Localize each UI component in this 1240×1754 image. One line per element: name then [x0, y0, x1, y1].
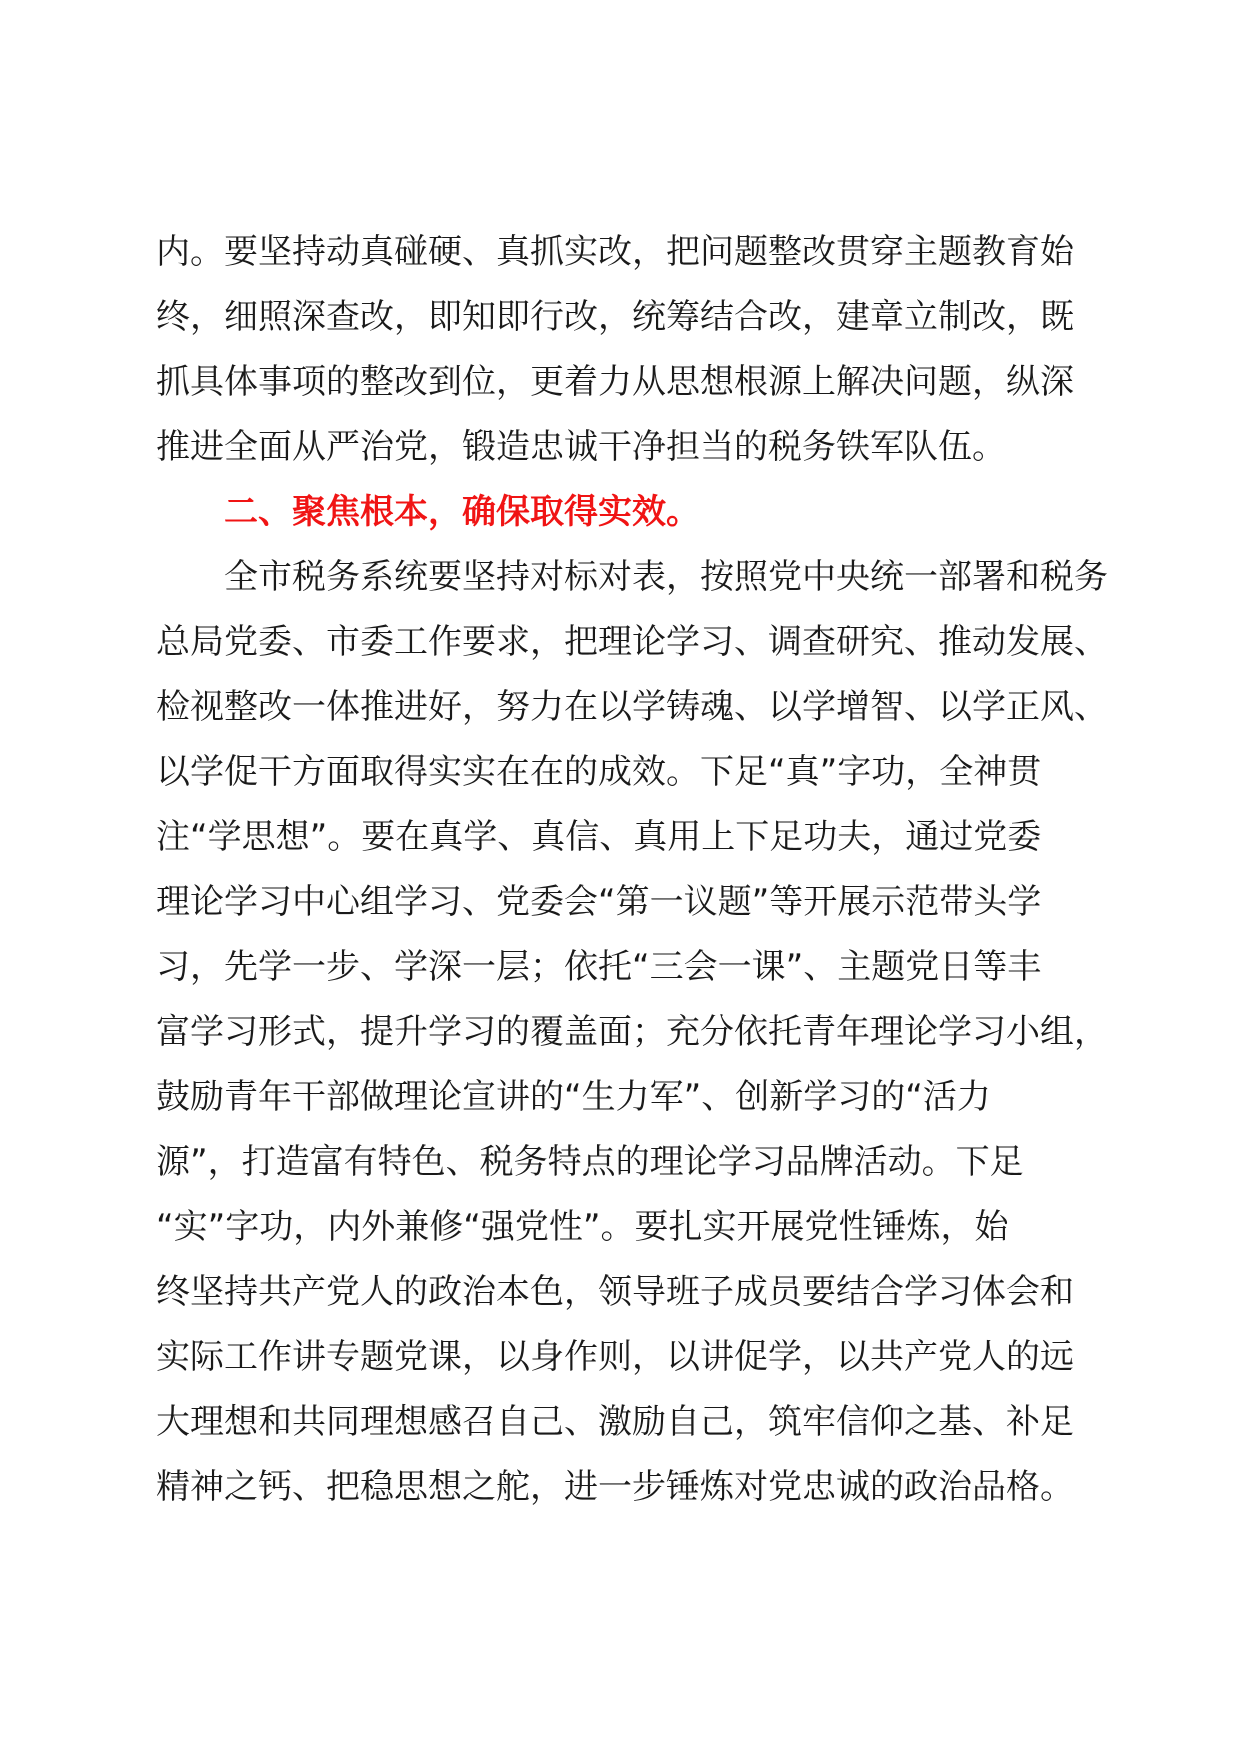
text-line: 大理想和共同理想感召自己、激励自己，筑牢信仰之基、补足	[156, 1402, 1074, 1442]
text-line: 习，先学一步、学深一层；依托“三会一课”、主题党日等丰	[156, 947, 1042, 987]
text-line: 终坚持共产党人的政治本色，领导班子成员要结合学习体会和	[156, 1272, 1074, 1312]
text-line: 检视整改一体推进好，努力在以学铸魂、以学增智、以学正风、	[156, 687, 1108, 727]
text-line: 理论学习中心组学习、党委会“第一议题”等开展示范带头学	[156, 882, 1042, 922]
text-line: 推进全面从严治党，锻造忠诚干净担当的税务铁军队伍。	[156, 427, 1006, 467]
text-line: 精神之钙、把稳思想之舵，进一步锤炼对党忠诚的政治品格。	[156, 1467, 1074, 1507]
text-line: 终，细照深查改，即知即行改，统筹结合改，建章立制改，既	[156, 297, 1074, 337]
text-line: 注“学思想”。要在真学、真信、真用上下足功夫，通过党委	[156, 817, 1042, 857]
text-line: 以学促干方面取得实实在在的成效。下足“真”字功，全神贯	[156, 752, 1042, 792]
text-line: 实际工作讲专题党课，以身作则，以讲促学，以共产党人的远	[156, 1337, 1074, 1377]
text-line: 源”，打造富有特色、税务特点的理论学习品牌活动。下足	[156, 1142, 1024, 1182]
text-line: 抓具体事项的整改到位，更着力从思想根源上解决问题，纵深	[156, 362, 1074, 402]
section-heading: 二、聚焦根本，确保取得实效。	[224, 492, 700, 532]
text-line: 内。要坚持动真碰硬、真抓实改，把问题整改贯穿主题教育始	[156, 232, 1074, 272]
text-line: “实”字功，内外兼修“强党性”。要扎实开展党性锤炼，始	[156, 1207, 1009, 1247]
text-line: 总局党委、市委工作要求，把理论学习、调查研究、推动发展、	[156, 622, 1108, 662]
text-line: 鼓励青年干部做理论宣讲的“生力军”、创新学习的“活力	[156, 1077, 991, 1117]
text-line: 富学习形式，提升学习的覆盖面；充分依托青年理论学习小组，	[156, 1012, 1108, 1052]
paragraph-first-line: 全市税务系统要坚持对标对表，按照党中央统一部署和税务	[224, 557, 1108, 597]
document-body	[156, 220, 1108, 1520]
